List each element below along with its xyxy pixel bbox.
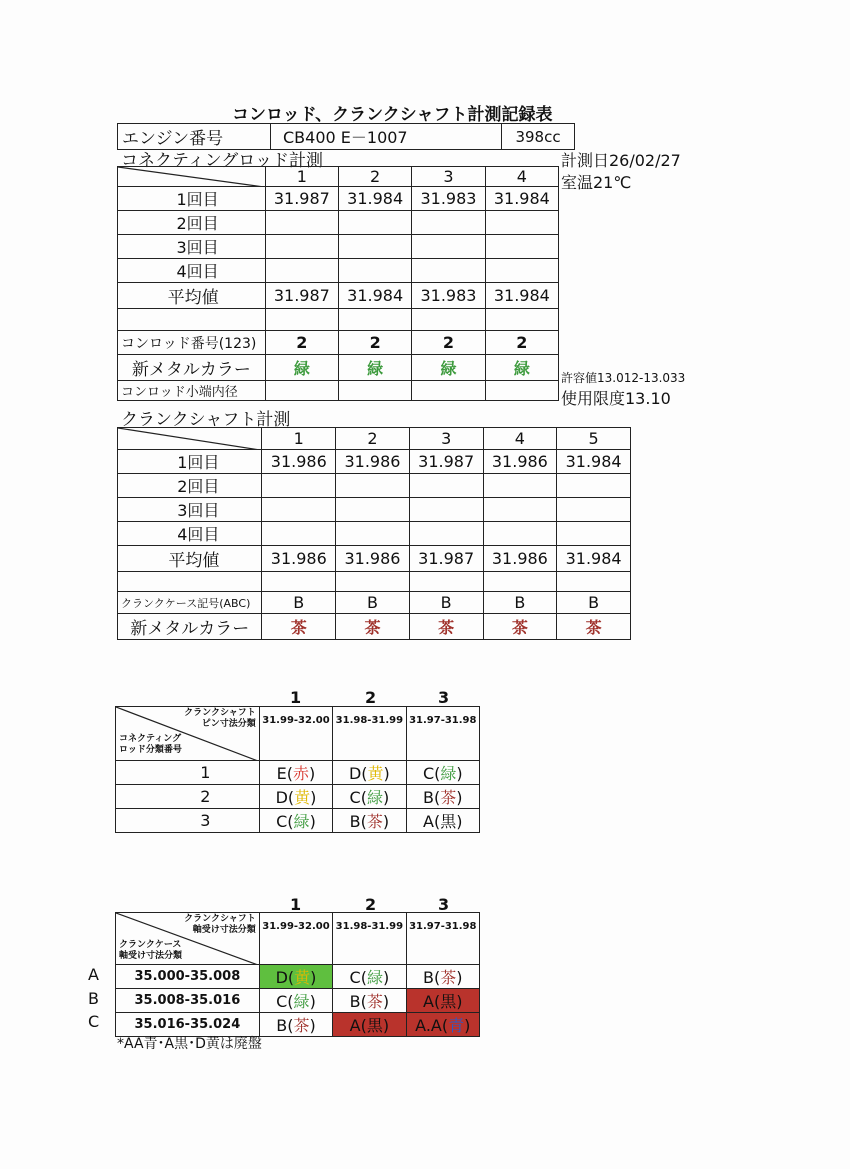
color-char: 茶: [293, 1016, 310, 1035]
cell-value: 31.987: [409, 450, 483, 474]
empty-cell: [557, 572, 631, 592]
crankcase-code: B: [557, 592, 631, 614]
conrod-number: 2: [412, 331, 485, 355]
row-letter-b: B: [88, 989, 99, 1008]
cell-value: 31.987: [265, 283, 338, 309]
small-end-label: コンロッド小端内径: [118, 381, 266, 401]
cell-value: 31.984: [557, 546, 631, 572]
measurement-date: 計測日26/02/27: [561, 151, 681, 170]
pin-range: 31.98-31.99: [333, 707, 406, 761]
crankcase-code-label: クランクケース記号(ABC): [118, 592, 262, 614]
crankcase-code: B: [483, 592, 557, 614]
cell-value: [485, 235, 558, 259]
journal-cell: A(黒): [406, 989, 479, 1013]
cell-value: 31.984: [338, 283, 411, 309]
conrod-col-1: 1: [265, 167, 338, 187]
journal-cell: D(黄): [259, 965, 332, 989]
cell-value: [412, 235, 485, 259]
journal-cell: B(茶): [333, 989, 406, 1013]
table-row: [118, 187, 559, 211]
pin-row-label: 2: [116, 785, 260, 809]
journal-cell: A(黒): [333, 1013, 406, 1037]
cell-value: 31.984: [338, 187, 411, 211]
cell-value: [483, 474, 557, 498]
cell-value: 31.987: [409, 546, 483, 572]
pin-header-top-1: クランクシャフト: [184, 708, 256, 718]
cell-value: 31.987: [265, 187, 338, 211]
table-row: [118, 572, 631, 592]
empty-cell: [485, 381, 558, 401]
empty-cell: [338, 381, 411, 401]
empty-cell: [412, 381, 485, 401]
cell-value: [557, 498, 631, 522]
limit-note: 使用限度13.10: [561, 389, 671, 408]
table-row: [116, 809, 480, 833]
table-row: [118, 309, 559, 331]
cell-value: 31.986: [336, 450, 410, 474]
journal-header-bottom-2: 軸受け寸法分類: [119, 951, 183, 961]
cell-value: 31.984: [485, 283, 558, 309]
color-char: 黒: [366, 1016, 383, 1035]
pin-col-number: 1: [290, 688, 302, 707]
row-letter-c: C: [88, 1012, 100, 1031]
table-row: [118, 211, 559, 235]
table-row: [116, 989, 480, 1013]
pin-row-label: 3: [116, 809, 260, 833]
diagonal-line: [118, 428, 260, 450]
cell-value: [409, 522, 483, 546]
pin-cell: E(赤): [259, 761, 332, 785]
cell-value: [412, 259, 485, 283]
row-label: 1回目: [118, 187, 266, 211]
color-char: 茶: [366, 812, 383, 831]
metal-color: 緑: [485, 355, 558, 381]
journal-classification-table: [115, 912, 480, 1037]
row-label: 平均値: [118, 546, 262, 572]
pin-cell: B(茶): [333, 809, 406, 833]
cell-value: 31.983: [412, 187, 485, 211]
journal-range: 31.97-31.98: [406, 913, 479, 965]
color-char: 青: [448, 1016, 465, 1035]
cell-value: [265, 235, 338, 259]
metal-color: 茶: [262, 614, 336, 640]
cell-value: [262, 498, 336, 522]
color-char: 緑: [293, 992, 310, 1011]
document-title: コンロッド、クランクシャフト計測記録表: [232, 105, 553, 125]
empty-cell: [412, 309, 485, 331]
journal-range: 31.99-32.00: [259, 913, 332, 965]
empty-cell: [118, 572, 262, 592]
journal-range: 31.98-31.99: [333, 913, 406, 965]
row-label: 2回目: [118, 211, 266, 235]
empty-cell: [485, 309, 558, 331]
conrod-number: 2: [485, 331, 558, 355]
journal-col-number: 1: [290, 895, 302, 914]
journal-row-label: 35.000-35.008: [116, 965, 260, 989]
metal-color: 緑: [265, 355, 338, 381]
metal-color: 緑: [338, 355, 411, 381]
table-row: [118, 592, 631, 614]
table-row: [118, 522, 631, 546]
cell-value: [265, 211, 338, 235]
cell-value: [336, 498, 410, 522]
metal-color: 茶: [483, 614, 557, 640]
table-row: [118, 614, 631, 640]
conrod-col-3: 3: [412, 167, 485, 187]
cell-value: [338, 259, 411, 283]
row-letter-a: A: [88, 965, 99, 984]
cell-value: [409, 498, 483, 522]
journal-header-top-1: クランクシャフト: [184, 914, 256, 924]
crank-col-4: 4: [483, 428, 557, 450]
color-char: 茶: [440, 968, 457, 987]
empty-cell: [265, 381, 338, 401]
pin-range: 31.99-32.00: [259, 707, 332, 761]
crank-col-1: 1: [262, 428, 336, 450]
table-row: [118, 474, 631, 498]
journal-cell: B(茶): [406, 965, 479, 989]
conrod-color-label: 新メタルカラー: [118, 355, 266, 381]
pin-cell: B(茶): [406, 785, 479, 809]
metal-color: 茶: [557, 614, 631, 640]
table-row: [118, 450, 631, 474]
conrod-number: 2: [338, 331, 411, 355]
room-temperature: 室温21℃: [561, 173, 632, 192]
table-row: [118, 355, 559, 381]
cell-value: [409, 474, 483, 498]
empty-cell: [336, 572, 410, 592]
conrod-number: 2: [265, 331, 338, 355]
cell-value: [338, 235, 411, 259]
pin-header-corner: [116, 707, 260, 761]
table-row: [116, 785, 480, 809]
row-label: 4回目: [118, 522, 262, 546]
journal-header-corner: [116, 913, 260, 965]
table-row: [118, 381, 559, 401]
journal-cell: A.A(青): [406, 1013, 479, 1037]
cell-value: [262, 522, 336, 546]
pin-header-bottom-1: コネクティング: [119, 734, 182, 744]
color-char: 黄: [294, 968, 311, 987]
table-row: [118, 331, 559, 355]
cell-value: [265, 259, 338, 283]
cell-value: [336, 522, 410, 546]
crank-col-5: 5: [557, 428, 631, 450]
color-char: 赤: [293, 764, 310, 783]
engine-model: CB400 E－1007: [271, 124, 502, 150]
cell-value: [338, 211, 411, 235]
conrod-section-title: コネクティングロッド計測: [121, 151, 323, 171]
color-char: 茶: [366, 992, 383, 1011]
crank-col-3: 3: [409, 428, 483, 450]
pin-cell: C(緑): [259, 809, 332, 833]
journal-header-bottom-1: クランクケース: [119, 940, 182, 950]
pin-cell: C(緑): [406, 761, 479, 785]
engine-label: エンジン番号: [118, 124, 271, 150]
conrod-number-label: コンロッド番号(123): [118, 331, 266, 355]
color-char: 黒: [440, 812, 457, 831]
pin-cell: D(黄): [259, 785, 332, 809]
crank-col-2: 2: [336, 428, 410, 450]
pin-row-label: 1: [116, 761, 260, 785]
color-char: 緑: [440, 764, 457, 783]
journal-row-label: 35.008-35.016: [116, 989, 260, 1013]
pin-cell: C(緑): [333, 785, 406, 809]
empty-cell: [262, 572, 336, 592]
cell-value: 31.983: [412, 283, 485, 309]
pin-classification-table: [115, 706, 480, 833]
tolerance-note: 許容値13.012-13.033: [561, 371, 686, 385]
journal-row-label: 35.016-35.024: [116, 1013, 260, 1037]
metal-color: 緑: [412, 355, 485, 381]
discontinued-note: *AA青･A黒･D黄は廃盤: [117, 1036, 262, 1052]
empty-cell: [265, 309, 338, 331]
table-row: [116, 965, 480, 989]
color-char: 緑: [366, 788, 383, 807]
row-label: 4回目: [118, 259, 266, 283]
row-label: 1回目: [118, 450, 262, 474]
table-row: [118, 498, 631, 522]
pin-col-number: 2: [365, 688, 377, 707]
conrod-corner-cell: [118, 167, 266, 187]
cell-value: [557, 474, 631, 498]
crankcase-code: B: [409, 592, 483, 614]
row-label: 平均値: [118, 283, 266, 309]
cell-value: [485, 259, 558, 283]
engine-cc: 398cc: [502, 124, 575, 150]
cell-value: 31.986: [336, 546, 410, 572]
journal-cell: B(茶): [259, 1013, 332, 1037]
cell-value: 31.986: [262, 450, 336, 474]
empty-cell: [338, 309, 411, 331]
cell-value: [557, 522, 631, 546]
color-char: 緑: [293, 812, 310, 831]
cell-value: [483, 522, 557, 546]
row-label: 2回目: [118, 474, 262, 498]
pin-cell: D(黄): [333, 761, 406, 785]
cell-value: [412, 211, 485, 235]
cell-value: [485, 211, 558, 235]
crank-corner-cell: [118, 428, 262, 450]
table-row: [118, 235, 559, 259]
journal-col-number: 3: [438, 895, 450, 914]
empty-cell: [483, 572, 557, 592]
cell-value: 31.986: [262, 546, 336, 572]
color-char: 黄: [367, 764, 384, 783]
pin-range: 31.97-31.98: [406, 707, 479, 761]
cell-value: 31.984: [485, 187, 558, 211]
row-label: 3回目: [118, 235, 266, 259]
metal-color: 茶: [409, 614, 483, 640]
cell-value: [262, 474, 336, 498]
table-row: [118, 283, 559, 309]
metal-color: 茶: [336, 614, 410, 640]
color-char: 黄: [294, 788, 311, 807]
cell-value: [336, 474, 410, 498]
crank-color-label: 新メタルカラー: [118, 614, 262, 640]
journal-header-top-2: 軸受け寸法分類: [192, 925, 256, 935]
crank-section-title: クランクシャフト計測: [121, 410, 291, 430]
journal-cell: C(緑): [259, 989, 332, 1013]
journal-col-number: 2: [365, 895, 377, 914]
table-row: [116, 761, 480, 785]
empty-cell: [409, 572, 483, 592]
pin-col-number: 3: [438, 688, 450, 707]
cell-value: 31.986: [483, 546, 557, 572]
color-char: 黒: [440, 992, 457, 1011]
table-row: [118, 546, 631, 572]
pin-cell: A(黒): [406, 809, 479, 833]
pin-header-top-2: ピン寸法分類: [201, 719, 256, 729]
crankcase-code: B: [336, 592, 410, 614]
cell-value: 31.984: [557, 450, 631, 474]
conrod-col-4: 4: [485, 167, 558, 187]
cell-value: 31.986: [483, 450, 557, 474]
crankcase-code: B: [262, 592, 336, 614]
journal-cell: C(緑): [333, 965, 406, 989]
conrod-col-2: 2: [338, 167, 411, 187]
conrod-table: [117, 166, 559, 401]
color-char: 茶: [440, 788, 457, 807]
cell-value: [483, 498, 557, 522]
table-row: [118, 259, 559, 283]
diagonal-line: [118, 167, 264, 187]
empty-cell: [118, 309, 266, 331]
color-char: 緑: [366, 968, 383, 987]
row-label: 3回目: [118, 498, 262, 522]
pin-header-bottom-2: ロッド分類番号: [119, 745, 182, 755]
crank-table: [117, 427, 631, 640]
